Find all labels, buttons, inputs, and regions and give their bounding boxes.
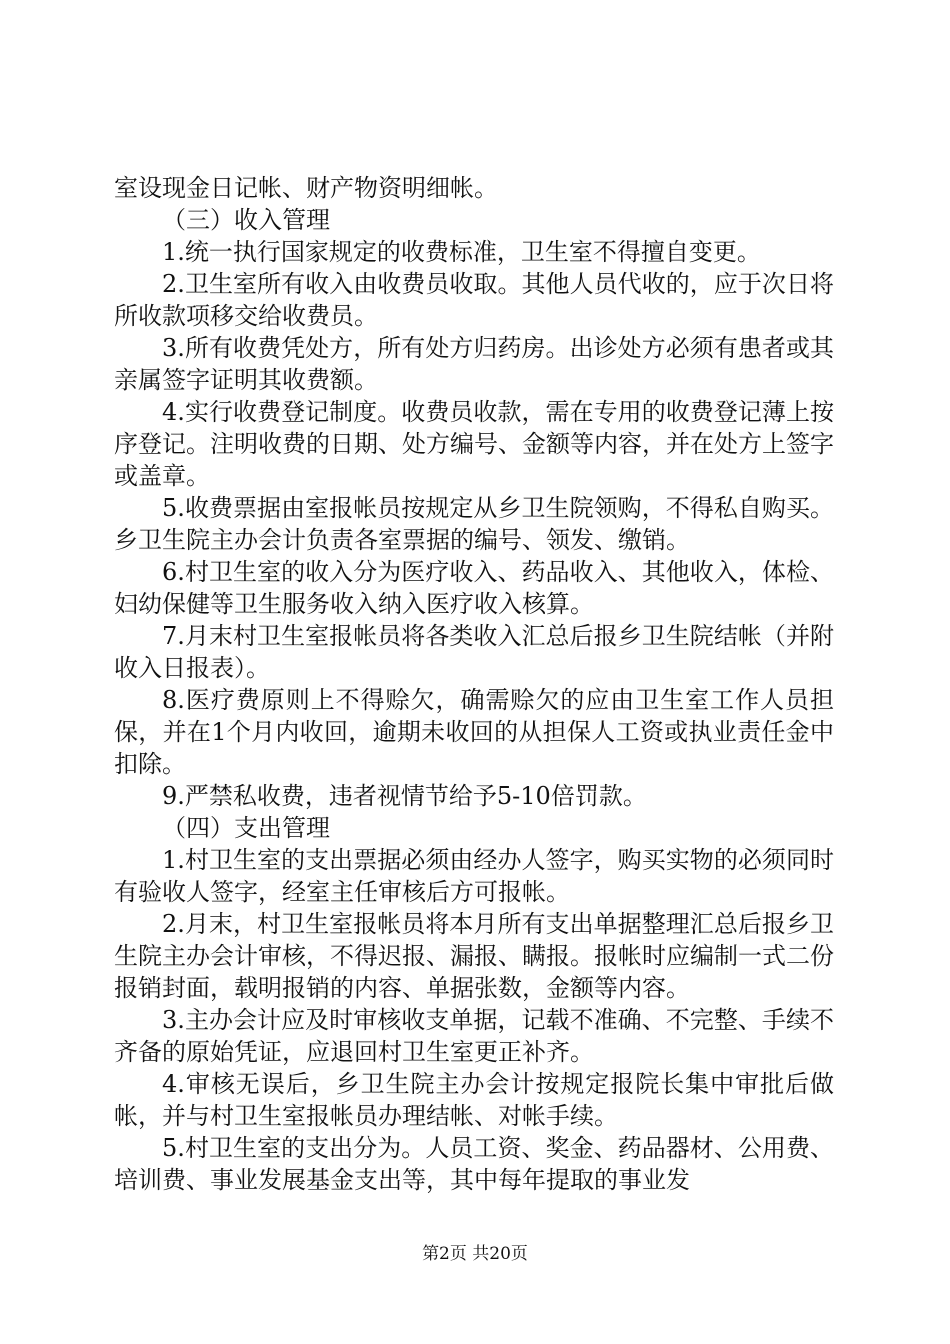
paragraph: 2.卫生室所有收入由收费员收取。其他人员代收的，应于次日将所收款项移交给收费员。 xyxy=(114,270,834,330)
paragraph: 1.村卫生室的支出票据必须由经办人签字，购买实物的必须同时有验收人签字，经室主任审核后方可报帐。 xyxy=(114,846,834,906)
page-number-footer: 第2页 共20页 xyxy=(422,1244,528,1264)
paragraph: 2.月末，村卫生室报帐员将本月所有支出单据整理汇总后报乡卫生院主办会计审核，不得迟报、漏报、瞒报。报帐时应编制一式二份报销封面，载明报销的内容、单据张数，金额等内容。 xyxy=(114,910,834,1002)
paragraph: 7.月末村卫生室报帐员将各类收入汇总后报乡卫生院结帐（并附收入日报表）。 xyxy=(114,622,834,682)
section-heading-income: （三）收入管理 xyxy=(162,206,330,234)
paragraph: 3.主办会计应及时审核收支单据，记载不准确、不完整、手续不齐备的原始凭证，应退回村卫生室更正补齐。 xyxy=(114,1006,834,1066)
paragraph: 4.实行收费登记制度。收费员收款，需在专用的收费登记薄上按序登记。注明收费的日期、处方编号、金额等内容，并在处方上签字或盖章。 xyxy=(114,398,834,490)
document-body xyxy=(114,172,834,1196)
paragraph-continued: 室设现金日记帐、财产物资明细帐。 xyxy=(114,174,498,202)
section-heading-expense: （四）支出管理 xyxy=(162,814,330,842)
paragraph: 5.收费票据由室报帐员按规定从乡卫生院领购，不得私自购买。乡卫生院主办会计负责各室票据的编号、领发、缴销。 xyxy=(114,494,834,554)
paragraph: 3.所有收费凭处方，所有处方归药房。出诊处方必须有患者或其亲属签字证明其收费额。 xyxy=(114,334,834,394)
paragraph: 1.统一执行国家规定的收费标准，卫生室不得擅自变更。 xyxy=(162,238,761,266)
paragraph: 9.严禁私收费，违者视情节给予5-10倍罚款。 xyxy=(162,782,647,810)
paragraph: 5.村卫生室的支出分为。人员工资、奖金、药品器材、公用费、培训费、事业发展基金支出等，其中每年提取的事业发 xyxy=(114,1134,834,1194)
paragraph: 6.村卫生室的收入分为医疗收入、药品收入、其他收入，体检、妇幼保健等卫生服务收入纳入医疗收入核算。 xyxy=(114,558,834,618)
paragraph: 8.医疗费原则上不得赊欠，确需赊欠的应由卫生室工作人员担保，并在1个月内收回，逾期未收回的从担保人工资或执业责任金中扣除。 xyxy=(114,686,834,778)
paragraph: 4.审核无误后，乡卫生院主办会计按规定报院长集中审批后做帐，并与村卫生室报帐员办理结帐、对帐手续。 xyxy=(114,1070,834,1130)
